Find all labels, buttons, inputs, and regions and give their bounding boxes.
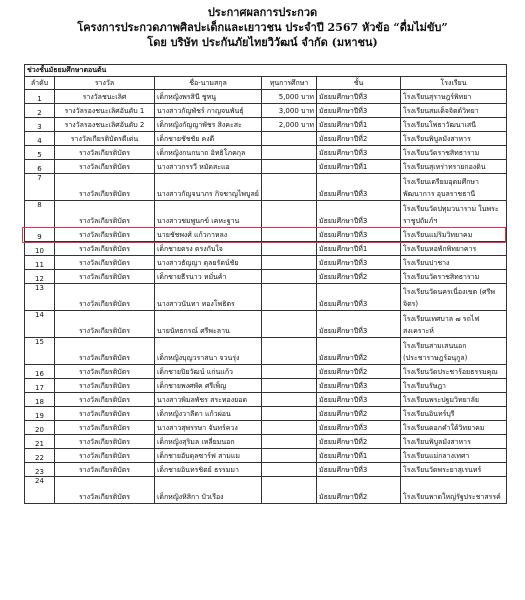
table-row (25, 421, 507, 435)
row-number: 17 (25, 379, 55, 393)
level-cell: มัธยมศึกษาปีที่3 (317, 104, 401, 118)
table-row (25, 338, 507, 365)
row-number: 5 (25, 146, 55, 160)
award-cell: รางวัลเกียรติบัตร (55, 393, 155, 407)
award-cell: รางวัลเกียรติบัตร (55, 311, 155, 338)
name-cell: นางสาวกรรวี หมัดสะแอ (155, 160, 262, 174)
scholarship-cell (262, 160, 317, 174)
school-cell: โรงเรียนแม่ริมวิทยาคม (401, 228, 507, 242)
table-row (25, 201, 507, 228)
name-cell: เด็กชายปิยวัฒน์ แก่นแก้ว (155, 365, 262, 379)
row-number: 10 (25, 242, 55, 256)
row-number: 1 (25, 90, 55, 104)
announcement-title: ประกาศผลการประกวด (207, 6, 318, 19)
section-title: ช่วงชั้นมัธยมศึกษาตอนต้น (25, 65, 507, 77)
col-header-scholarship: ทุนการศึกษา (262, 77, 317, 90)
award-cell: รางวัลเกียรติบัตร (55, 338, 155, 365)
name-cell: เด็กชายตรง ตรงกับใจ (155, 242, 262, 256)
col-header-no: ลำดับ (25, 77, 55, 90)
name-cell: เด็กหญิงวาลีดา แก้วผ่อน (155, 407, 262, 421)
row-number: 2 (25, 104, 55, 118)
scholarship-cell (262, 435, 317, 449)
award-cell: รางวัลเกียรติบัตร (55, 242, 155, 256)
level-cell: มัธยมศึกษาปีที่3 (317, 228, 401, 242)
row-number: 7 (25, 174, 55, 201)
table-row (25, 463, 507, 477)
scholarship-cell (262, 338, 317, 365)
name-cell: นางสาวกัญจนาภร กิจชาญไพบูลย์ (155, 174, 262, 201)
scholarship-cell (262, 379, 317, 393)
scholarship-cell (262, 201, 317, 228)
name-cell: เด็กหญิงบุญวราสนา จวนรุ่ง (155, 338, 262, 365)
results-table (24, 64, 507, 504)
table-row (25, 132, 507, 146)
row-number: 9 (25, 228, 55, 242)
level-cell: มัธยมศึกษาปีที่2 (317, 270, 401, 284)
scholarship-cell: 3,000 บาท (262, 104, 317, 118)
scholarship-cell (262, 228, 317, 242)
row-number: 23 (25, 463, 55, 477)
school-cell: โรงเรียนวัดปทุมวนาราม ในพระราชูปถัมภ์ฯ (401, 201, 507, 228)
scholarship-cell (262, 132, 317, 146)
level-cell: มัธยมศึกษาปีที่3 (317, 146, 401, 160)
name-cell: นายชัชพงศ์ แก้วกาหลง (155, 228, 262, 242)
name-cell: นางสาวธัญญา ดุลยรัตน์ชัย (155, 256, 262, 270)
scholarship-cell (262, 449, 317, 463)
award-cell: รางวัลเกียรติบัตร (55, 228, 155, 242)
scholarship-cell (262, 421, 317, 435)
scholarship-cell (262, 146, 317, 160)
table-row (25, 449, 507, 463)
level-cell: มัธยมศึกษาปีที่1 (317, 118, 401, 132)
award-cell: รางวัลเกียรติบัตร (55, 174, 155, 201)
award-cell: รางวัลเกียรติบัตร (55, 270, 155, 284)
school-cell: โรงเรียนสุราษฎร์พิทยา (401, 90, 507, 104)
school-cell: โรงเรียนปาชาง (401, 256, 507, 270)
row-number: 6 (25, 160, 55, 174)
row-number: 11 (25, 256, 55, 270)
award-cell: รางวัลเกียรติบัตร (55, 256, 155, 270)
name-cell: เด็กหญิงหิสิกา บัวเรือง (155, 477, 262, 504)
school-cell: โรงเรียนพาดใหญ่รัฐประชาสรรค์ (401, 477, 507, 504)
row-number: 20 (25, 421, 55, 435)
col-header-name: ชื่อ-นามสกุล (155, 77, 262, 90)
level-cell: มัธยมศึกษาปีที่3 (317, 90, 401, 104)
school-cell: โรงเรียนหอพักพิทยาคาร (401, 242, 507, 256)
name-cell: เด็กชายธีรนาว หมั่นค้า (155, 270, 262, 284)
name-cell: นายนัทธกรณ์ ศรีพะลาน (155, 311, 262, 338)
award-cell: รางวัลเกียรติบัตร (55, 449, 155, 463)
col-header-school: โรงเรียน (401, 77, 507, 90)
table-row (25, 435, 507, 449)
scholarship-cell: 5,000 บาท (262, 90, 317, 104)
table-row (25, 146, 507, 160)
scholarship-cell (262, 311, 317, 338)
award-cell: รางวัลเกียรติบัตร (55, 146, 155, 160)
name-cell: เด็กชายชัชชัย คงดี (155, 132, 262, 146)
scholarship-cell (262, 393, 317, 407)
school-cell: โรงเรียนดอกคำใต้วิทยาคม (401, 421, 507, 435)
scholarship-cell (262, 463, 317, 477)
row-number: 14 (25, 311, 55, 338)
school-cell: โรงเรียนพิบูลมังสาหาร (401, 132, 507, 146)
level-cell: มัธยมศึกษาปีที่3 (317, 421, 401, 435)
col-header-level: ชั้น (317, 77, 401, 90)
award-cell: รางวัลเกียรติบัตร (55, 365, 155, 379)
school-cell: โรงเรียนสมเด็จจิตต์วิทยา (401, 104, 507, 118)
name-cell: นางสาวชมพูนกข์ เคหะฐาน (155, 201, 262, 228)
name-cell: เด็กหญิงกนกนาถ อิทธิโภคกุล (155, 146, 262, 160)
project-title: โครงการประกวดภาพศิลปะเด็กและเยาวชน ประจำปี 2567 หัวข้อ “ดื่มไม่ขับ” (77, 21, 448, 34)
row-number: 16 (25, 365, 55, 379)
scholarship-cell (262, 477, 317, 504)
award-cell: รางวัลเกียรติบัตรดีเด่น (55, 132, 155, 146)
school-cell: โรงเรียนสุเหร่าทรายกองดิน (401, 160, 507, 174)
award-cell: รางวัลเกียรติบัตร (55, 201, 155, 228)
award-cell: รางวัลเกียรติบัตร (55, 407, 155, 421)
school-cell: โรงเรียนสามเสนนอก (ประชาราษฎร์อนุกูล) (401, 338, 507, 365)
level-cell: มัธยมศึกษาปีที่3 (317, 201, 401, 228)
name-cell: นางสาวสุพรรษา จันทร์ควง (155, 421, 262, 435)
award-cell: รางวัลเกียรติบัตร (55, 284, 155, 311)
table-row (25, 311, 507, 338)
school-cell: โรงเรียนวัดพระยาสุเรนทร์ (401, 463, 507, 477)
level-cell: มัธยมศึกษาปีที่3 (317, 463, 401, 477)
award-cell: รางวัลเกียรติบัตร (55, 435, 155, 449)
name-cell: เด็กหญิงสุริมล เหลี่ยมนอก (155, 435, 262, 449)
table-row (25, 118, 507, 132)
school-cell: โรงเรียนพิบูลมังสาหาร (401, 435, 507, 449)
table-row (25, 104, 507, 118)
level-cell: มัธยมศึกษาปีที่3 (317, 311, 401, 338)
name-cell: เด็กหญิงกัญญาพัชร สิงคะสะ (155, 118, 262, 132)
row-number: 8 (25, 201, 55, 228)
school-cell: โรงเรียนวัดนครเนื่องเขต (ศรีพจิตร) (401, 284, 507, 311)
row-number: 4 (25, 132, 55, 146)
scholarship-cell (262, 284, 317, 311)
school-cell: โรงเรียนวัดประชาร้อยธรรมคุณ (401, 365, 507, 379)
scholarship-cell (262, 242, 317, 256)
scholarship-cell: 2,000 บาท (262, 118, 317, 132)
row-number: 12 (25, 270, 55, 284)
name-cell: นางสาวนันทา ทองโพธิตร (155, 284, 262, 311)
level-cell: มัธยมศึกษาปีที่1 (317, 449, 401, 463)
level-cell: มัธยมศึกษาปีที่3 (317, 379, 401, 393)
row-number: 15 (25, 338, 55, 365)
award-cell: รางวัลชนะเลิศ (55, 90, 155, 104)
school-cell: โรงเรียนอินทร์บุรี (401, 407, 507, 421)
header-row (25, 77, 507, 90)
award-cell: รางวัลเกียรติบัตร (55, 160, 155, 174)
school-cell: โรงเรียนรัษฎา (401, 379, 507, 393)
name-cell: เด็กหญิงพรสินี ชูหนู (155, 90, 262, 104)
scholarship-cell (262, 407, 317, 421)
table-row (25, 284, 507, 311)
level-cell: มัธยมศึกษาปีที่2 (317, 435, 401, 449)
level-cell: มัธยมศึกษาปีที่2 (317, 477, 401, 504)
school-cell: โรงเรียนแม่กลางเทศา (401, 449, 507, 463)
award-cell: รางวัลเกียรติบัตร (55, 421, 155, 435)
row-number: 21 (25, 435, 55, 449)
level-cell: มัธยมศึกษาปีที่3 (317, 174, 401, 201)
table-row (25, 174, 507, 201)
award-cell: รางวัลรองชนะเลิศอันดับ 1 (55, 104, 155, 118)
row-number: 13 (25, 284, 55, 311)
level-cell: มัธยมศึกษาปีที่1 (317, 242, 401, 256)
section-row (25, 65, 507, 77)
table-row (25, 393, 507, 407)
table-row (25, 90, 507, 104)
table-row (25, 365, 507, 379)
level-cell: มัธยมศึกษาปีที่1 (317, 160, 401, 174)
scholarship-cell (262, 256, 317, 270)
level-cell: มัธยมศึกษาปีที่3 (317, 284, 401, 311)
award-cell: รางวัลเกียรติบัตร (55, 463, 155, 477)
name-cell: นางสาวพิมลพัชร สระทองยอด (155, 393, 262, 407)
award-cell: รางวัลรองชนะเลิศอันดับ 2 (55, 118, 155, 132)
row-number: 18 (25, 393, 55, 407)
school-cell: โรงเรียนพระปฐมวิทยาลัย (401, 393, 507, 407)
level-cell: มัธยมศึกษาปีที่2 (317, 365, 401, 379)
award-cell: รางวัลเกียรติบัตร (55, 477, 155, 504)
level-cell: มัธยมศึกษาปีที่3 (317, 256, 401, 270)
level-cell: มัธยมศึกษาปีที่2 (317, 338, 401, 365)
school-cell: โรงเรียนวัดราชสิทธาราม (401, 270, 507, 284)
table-row (25, 242, 507, 256)
table-row (25, 228, 507, 242)
scholarship-cell (262, 270, 317, 284)
school-cell: โรงเรียนเตรียมอุดมศึกษาพัฒนาการ อุบลราชธานี (401, 174, 507, 201)
table-row (25, 256, 507, 270)
name-cell: นางสาวกัญพัชร์ กาญจนพันธุ์ (155, 104, 262, 118)
col-header-award: รางวัล (55, 77, 155, 90)
level-cell: มัธยมศึกษาปีที่3 (317, 393, 401, 407)
table-row (25, 407, 507, 421)
row-number: 19 (25, 407, 55, 421)
name-cell: เด็กชายพงศพัค ศรีเพ็ญ (155, 379, 262, 393)
level-cell: มัธยมศึกษาปีที่2 (317, 407, 401, 421)
table-row (25, 379, 507, 393)
award-cell: รางวัลเกียรติบัตร (55, 379, 155, 393)
table-row (25, 160, 507, 174)
school-cell: โรงเรียนโพธาวัฒนาเสนี (401, 118, 507, 132)
scholarship-cell (262, 365, 317, 379)
table-row (25, 477, 507, 504)
name-cell: เด็กชายอับดุลซาร์ฟ สามแม (155, 449, 262, 463)
scholarship-cell (262, 174, 317, 201)
level-cell: มัธยมศึกษาปีที่2 (317, 132, 401, 146)
school-cell: โรงเรียนวัดราชสิทธาราม (401, 146, 507, 160)
row-number: 24 (25, 477, 55, 504)
row-number: 3 (25, 118, 55, 132)
row-number: 22 (25, 449, 55, 463)
table-row (25, 270, 507, 284)
school-cell: โรงเรียนเทศบาล ๗ รถไฟสงเคราะห์ (401, 311, 507, 338)
organizer-line: โดย บริษัท ประกันภัยไทยวิวัฒน์ จำกัด (มหาชน) (147, 36, 378, 49)
name-cell: เด็กชายอินทรชิตย์ ธรรมมา (155, 463, 262, 477)
